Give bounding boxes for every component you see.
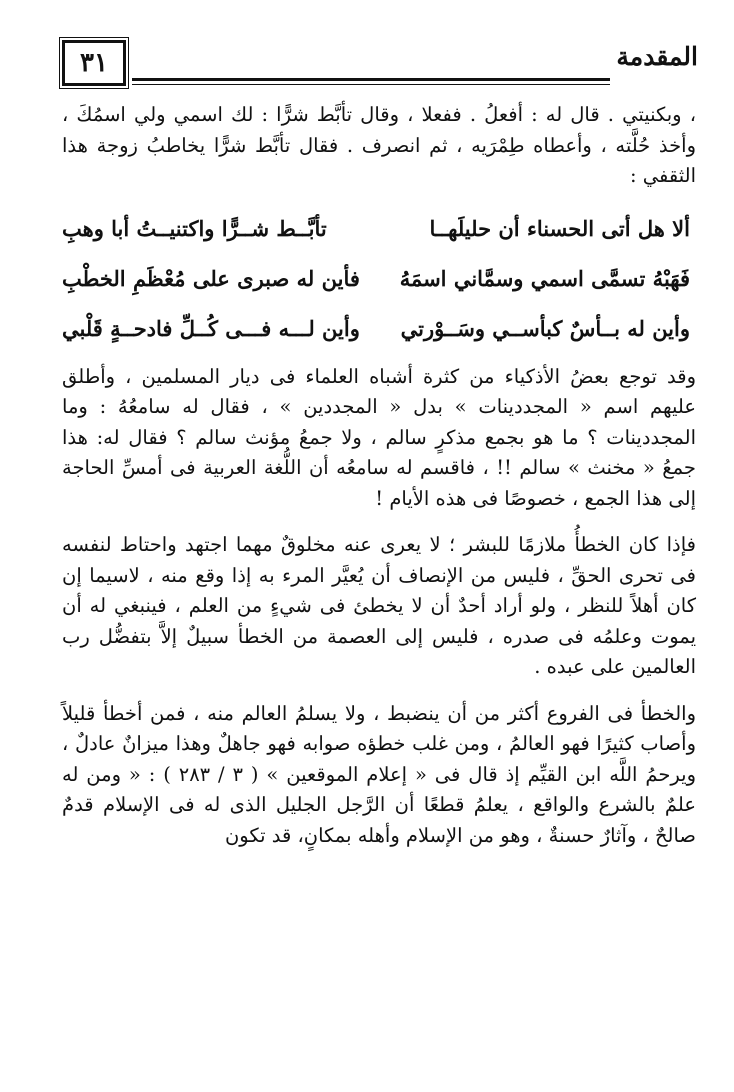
paragraph-intro: ، وبكنيتي . قال له : أفعلُ . ففعلا ، وقال تأبَّط شرًّا : لك اسمي ولي اسمُكَ ، وأخذ حُلَّته ، وأعطاه طِمْرَيه ، ثم انصرف . فقال تأبَّط شرًّا يخاطبُ زوجة هذا الثقفي : — [62, 103, 696, 187]
page-body — [62, 100, 696, 851]
verse-line — [62, 254, 696, 304]
paragraph-error-branches: والخطأ فى الفروع أكثر من أن ينضبط ، ولا يسلمُ العالم منه ، فمن أخطأ قليلاً وأصاب كثيرًا فهو العالمُ ، ومن غلب خطؤه صوابه فهو جاهلٌ وهذا ميزانٌ عادلٌ ، ويرحمُ اللَّه ابن القيِّم إذ قال فى « إعلام الموقعين » ( ٣ / ٢٨٣ ) : « ومن له علمٌ بالشرع والواقع ، يعلمُ قطعًا أن الرَّجل الجليل الذى له فى الإسلام قدمٌ صالحٌ ، وآثارٌ حسنةٌ ، وهو من الإسلام وأهله بمكانٍ، قد تكون — [62, 701, 696, 847]
paragraph-error-humans: فإذا كان الخطأُ ملازمًا للبشر ؛ لا يعرى عنه مخلوقٌ مهما اجتهد واحتاط لنفسه فى تحرى الحقِّ ، فليس من الإنصاف أن يُعيَّر المرء به إذا وقع منه ، لاسيما إن كان أهلاً للنظر ، ولو أراد أحدٌ أن لا يخطئ فى شيءٍ من العلم ، فينبغي له أن يموت وعلمُه فى صدره ، فليس إلى العصمة من الخطأ سبيلٌ إلاَّ بتفضُّل رب العالمين على عبده . — [62, 533, 696, 678]
verse-hemistich-first: فَهَبْهُ تسمَّى اسمي وسمَّاني اسمَهُ — [399, 265, 690, 291]
verse-hemistich-second: تأبَّــط شــرًّا واكتنيــتُ أبا وهبِ — [62, 215, 327, 241]
chapter-title: المقدمة — [616, 42, 698, 71]
verse-hemistich-second: فأين له صبرى على مُعْظَمِ الخطْبِ — [62, 265, 360, 291]
page-header — [62, 34, 698, 90]
verse-hemistich-first: وأين له بــأسٌ كبأســي وسَــوْرتي — [400, 315, 690, 341]
verse-line — [62, 304, 696, 354]
verse-line — [62, 204, 696, 254]
verse-hemistich-second: وأين لـــه فـــى كُــلِّ فادحــةٍ قَلْبي — [62, 315, 360, 341]
header-rule — [132, 78, 610, 81]
header-rule-thin — [132, 84, 610, 85]
poem — [62, 204, 696, 354]
paragraph-mujaddidinat: وقد توجع بعضُ الأذكياء من كثرة أشباه العلماء فى ديار المسلمين ، وأطلق عليهم اسم « المجددينات » بدل « المجددين » ، فقال له سامعُهُ : وما المجددينات ؟ ما هو بجمع مذكرٍ سالم ، ولا جمعُ مؤنث سالم ؟ فقال له: هذا جمعُ « مخنث » سالم !! ، فاقسم له سامعُه أن اللُّغة العربية فى أمسِّ الحاجة إلى هذا الجمع ، خصوصًا فى هذه الأيام ! — [62, 364, 696, 510]
page-number: ٣١ — [62, 40, 126, 86]
verse-hemistich-first: ألا هل أتى الحسناء أن حليلَهــا — [429, 215, 690, 241]
